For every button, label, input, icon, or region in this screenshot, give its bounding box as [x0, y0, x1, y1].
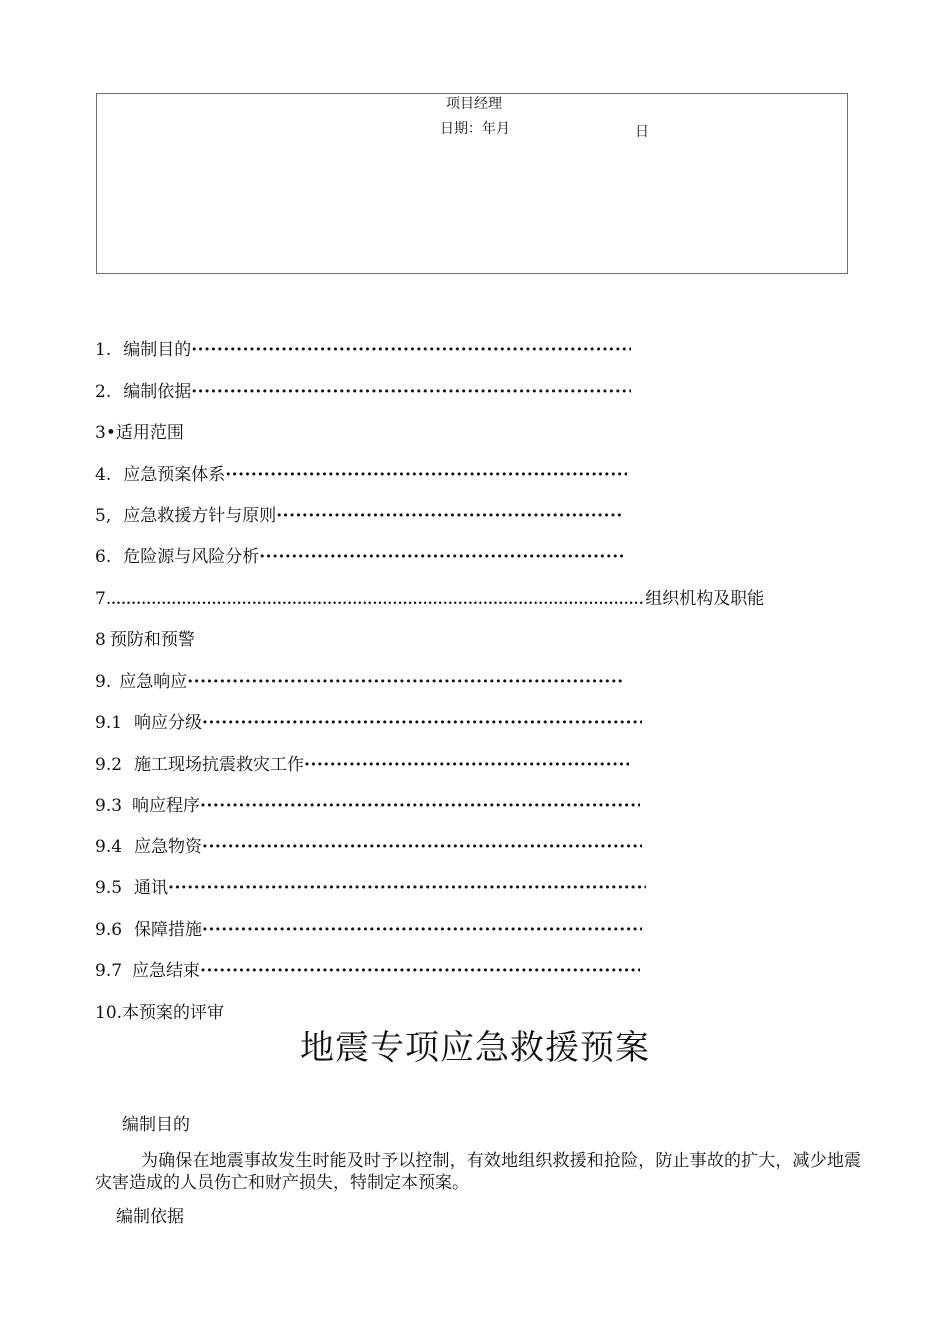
toc-title: 应急物资 [134, 837, 203, 857]
toc-number: 8 [95, 630, 106, 650]
toc-number: 7. [95, 589, 112, 609]
toc-number: 9.5 [95, 878, 123, 898]
toc-leader [202, 836, 642, 858]
toc-number: 9.1 [95, 713, 123, 733]
toc-title: 应急响应 [119, 672, 188, 692]
toc-item-9-1[interactable] [95, 712, 795, 734]
toc-number: 6. [95, 547, 112, 567]
toc-number: 4. [95, 465, 112, 485]
toc-item-10[interactable] [95, 1002, 795, 1024]
toc-number: 3• [95, 423, 116, 443]
toc-number: 9.2 [95, 755, 123, 775]
toc-item-5[interactable] [95, 505, 795, 527]
toc-leader [202, 712, 642, 734]
toc-item-3[interactable] [95, 422, 795, 444]
toc-number: 9.7 [95, 961, 123, 981]
toc-title: 应急救援方针与原则 [123, 506, 277, 526]
date-label: 日期：年月 [440, 121, 510, 137]
toc-item-9-3[interactable] [95, 795, 795, 817]
toc-item-9-7[interactable] [95, 960, 795, 982]
toc-title: 编制目的 [123, 340, 192, 360]
toc-number: 9.3 [95, 796, 123, 816]
toc-leader [304, 754, 629, 776]
toc-number: 5, [95, 506, 112, 526]
toc-number: 9.6 [95, 920, 123, 940]
toc-item-9-4[interactable] [95, 836, 795, 858]
toc-item-6[interactable] [95, 546, 795, 568]
toc-item-4[interactable] [95, 464, 795, 486]
section-heading-basis: 编制依据 [116, 1207, 184, 1227]
toc-leader [111, 588, 645, 612]
signature-box [96, 93, 848, 274]
document-title: 地震专项应急救援预案 [300, 1028, 650, 1068]
toc-leader [191, 339, 631, 361]
toc-title: 编制依据 [123, 382, 192, 402]
toc-leader [259, 546, 623, 568]
toc-item-9-6[interactable] [95, 919, 795, 941]
toc-leader [276, 505, 621, 527]
toc-leader [187, 671, 625, 693]
toc-leader [225, 464, 627, 486]
toc-title: 应急预案体系 [123, 465, 226, 485]
toc-title: 适用范围 [115, 423, 184, 443]
toc-leader [191, 381, 631, 403]
toc-item-2[interactable] [95, 381, 795, 403]
toc-title: 本预案的评审 [122, 1003, 225, 1023]
toc-title: 保障措施 [134, 920, 203, 940]
toc-number: 2. [95, 382, 112, 402]
toc-number: 9. [95, 672, 112, 692]
toc-title: 组织机构及职能 [645, 589, 765, 609]
toc-title: 施工现场抗震救灾工作 [134, 755, 305, 775]
toc-leader [168, 877, 646, 899]
day-label: 日 [635, 124, 649, 140]
project-manager-label: 项目经理 [446, 96, 502, 112]
toc-title: 响应分级 [134, 713, 203, 733]
toc-item-9-2[interactable] [95, 754, 795, 776]
toc-leader [200, 795, 640, 817]
toc-number: 10. [95, 1003, 123, 1023]
toc-title: 危险源与风险分析 [123, 547, 260, 567]
toc-item-7[interactable] [95, 588, 795, 610]
toc-title: 响应程序 [132, 796, 201, 816]
toc-title: 通讯 [134, 878, 169, 898]
section-heading-purpose: 编制目的 [122, 1115, 190, 1135]
toc-leader [202, 919, 642, 941]
toc-number: 9.4 [95, 837, 123, 857]
toc-title: 应急结束 [132, 961, 201, 981]
toc-title: 预防和预警 [109, 630, 195, 650]
toc-leader [200, 960, 640, 982]
toc-item-1[interactable] [95, 339, 795, 361]
toc-item-8[interactable] [95, 629, 795, 651]
toc-item-9-5[interactable] [95, 877, 795, 899]
toc-number: 1. [95, 340, 112, 360]
section-body-purpose: 为确保在地震事故发生时能及时予以控制，有效地组织救援和抢险，防止事故的扩大，减少地震灾害造成的人员伤亡和财产损失，特制定本预案。 [95, 1151, 861, 1193]
toc-item-9[interactable] [95, 671, 795, 693]
